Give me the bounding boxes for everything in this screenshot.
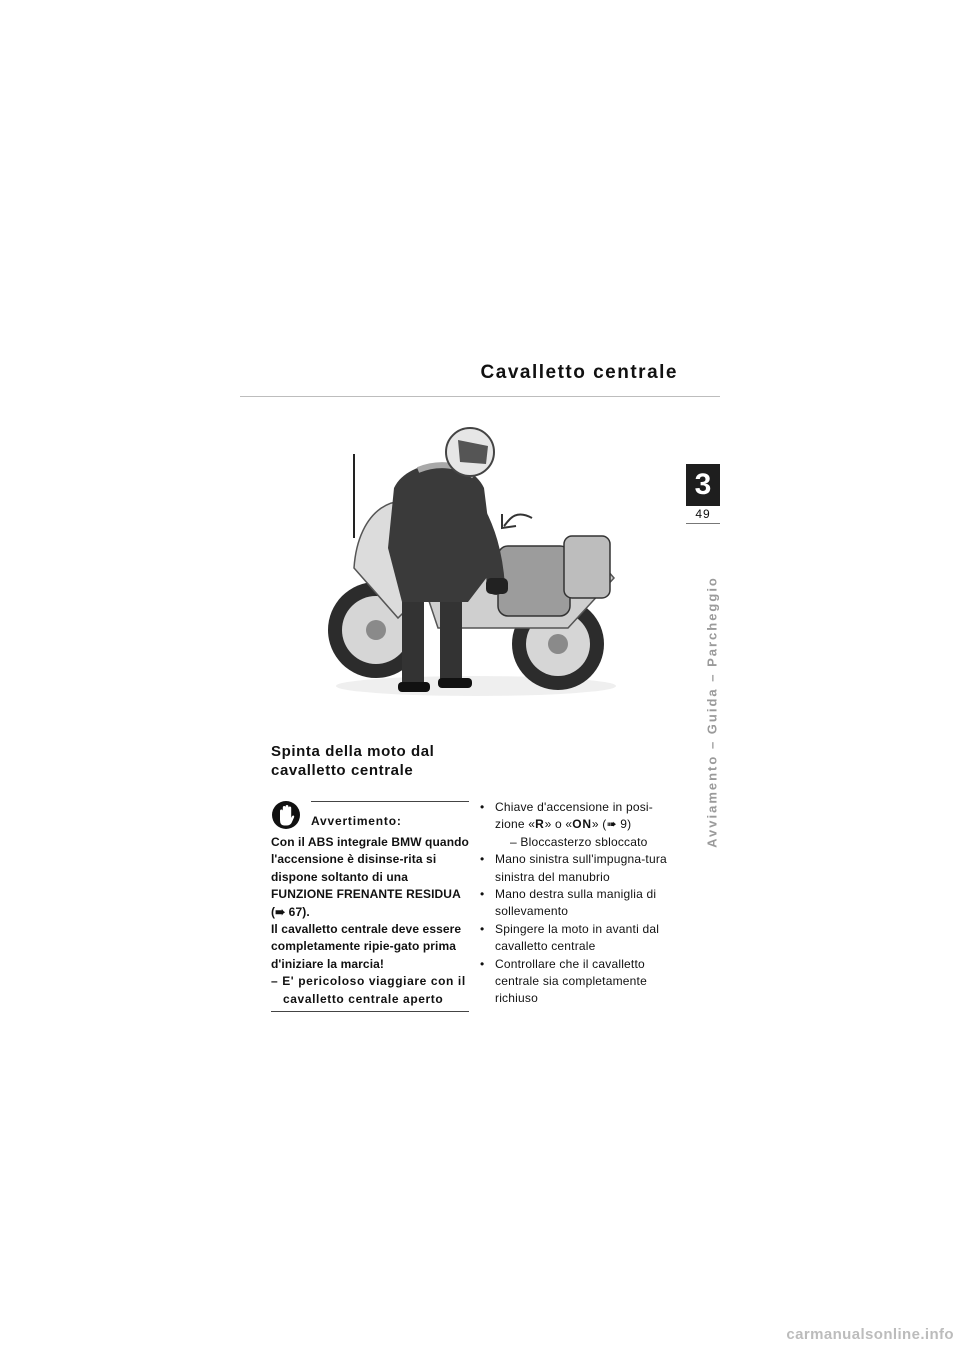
bullet: • <box>480 956 485 971</box>
list-item <box>480 799 675 851</box>
motorcycle-illustration <box>318 418 634 702</box>
steps-list <box>480 799 675 1008</box>
list-item <box>480 956 675 1008</box>
step-text: » (➠ 9) <box>591 817 632 832</box>
warning-box <box>271 800 469 1012</box>
warning-paragraph: Con il ABS integrale BMW quando l'accensione è disinse-rita si dispone soltanto di una FUNZIONE FRENANTE RESIDUA (➠ 67). <box>271 835 469 919</box>
step-text: » o « <box>544 817 573 832</box>
warning-bottom-divider <box>271 1011 469 1012</box>
warning-label: Avvertimento: <box>311 814 402 828</box>
watermark: carmanualsonline.info <box>786 1326 954 1343</box>
warning-top-divider <box>311 801 469 802</box>
key-position-on: ON <box>572 817 592 832</box>
step-text: Controllare che il cavalletto centrale sia completamente richiuso <box>495 956 647 1006</box>
warning-dash-item: – E' pericoloso viaggiare con il cavalletto centrale aperto <box>271 974 466 1006</box>
chapter-side-label: Avviamento – Guida – Parcheggio <box>704 576 720 848</box>
section-heading-line1: Spinta della moto dal <box>271 743 435 760</box>
chapter-tab: 3 <box>686 464 720 506</box>
step-text: Mano destra sulla maniglia di sollevamento <box>495 887 657 919</box>
step-text: Mano sinistra sull'impugna-tura sinistra del manubrio <box>495 852 667 884</box>
page-number-divider <box>686 523 720 524</box>
list-item <box>480 851 675 886</box>
section-heading-line2: cavalletto centrale <box>271 762 414 779</box>
step-text: Spingere la moto in avanti dal cavalletto centrale <box>495 921 660 954</box>
list-item <box>480 921 675 956</box>
hand-stop-icon <box>271 800 301 830</box>
title-divider <box>240 396 720 397</box>
warning-text <box>271 834 469 1008</box>
section-heading <box>271 742 481 780</box>
bullet: • <box>480 887 485 902</box>
bullet: • <box>480 921 485 936</box>
key-position-r: R <box>535 817 545 832</box>
bullet: • <box>480 800 485 814</box>
step-text: Chiave d'accensione in posi-zione « <box>495 800 653 832</box>
bullet: • <box>480 852 485 867</box>
page-title: Cavalletto centrale <box>480 362 678 383</box>
warning-paragraph: Il cavalletto centrale deve essere completamente ripie-gato prima d'iniziare la marcia! <box>271 922 462 971</box>
list-item <box>480 886 675 921</box>
page-number: 49 <box>695 507 711 521</box>
step-subitem: – Bloccasterzo sbloccato <box>510 834 648 849</box>
